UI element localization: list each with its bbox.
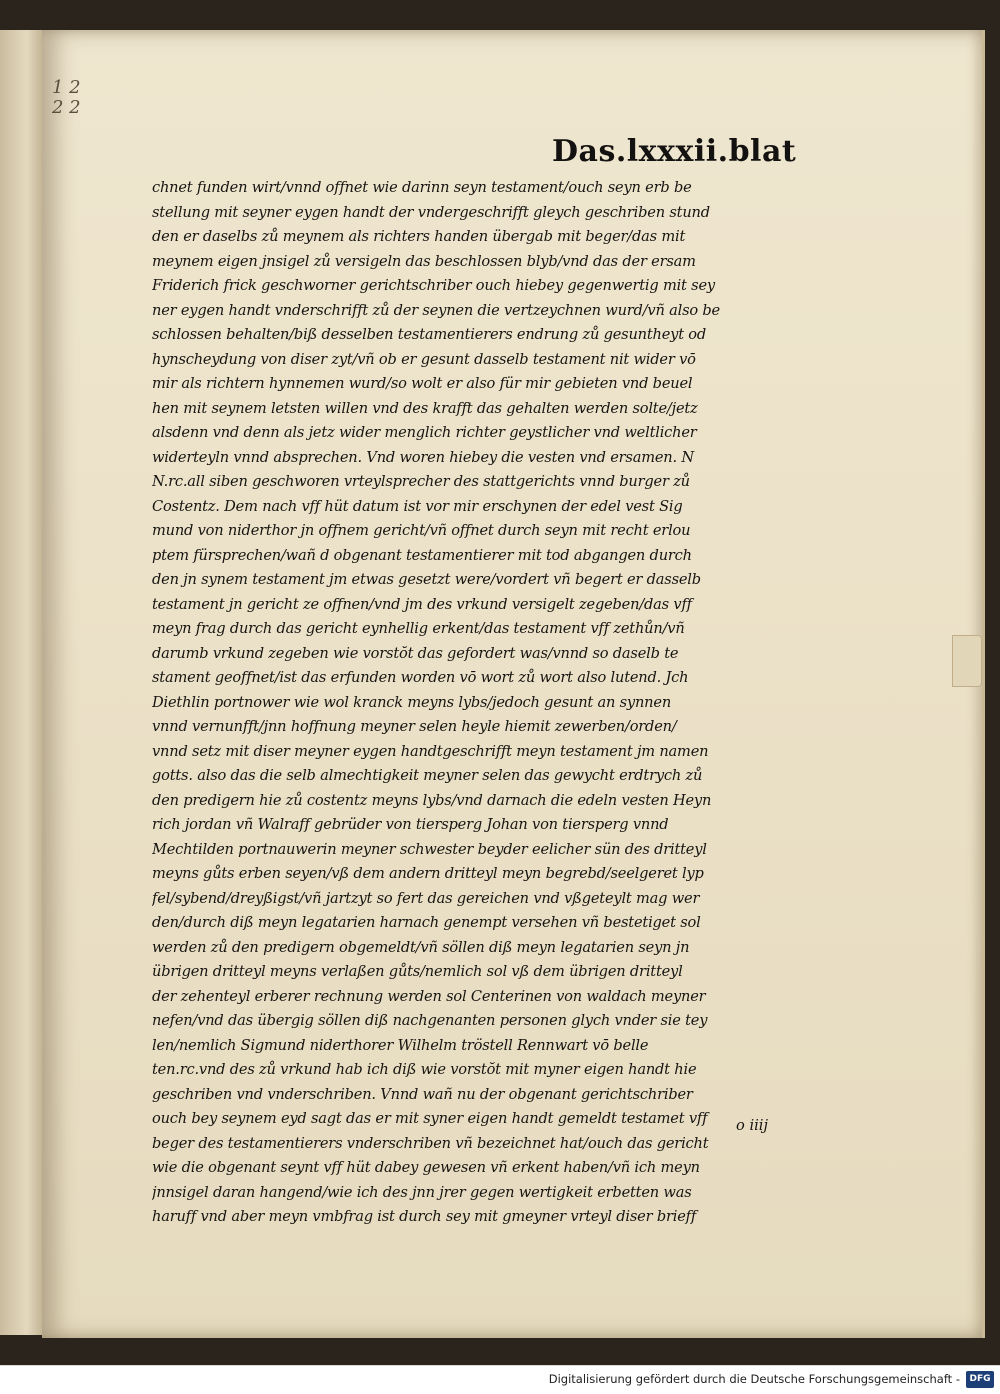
text-line: beger des testamentierers vnderschriben vñ bezeichnet hat/ouch das gericht (152, 1134, 709, 1152)
page-tab-marker (952, 635, 982, 687)
text-line: ten.rc.vnd des zů vrkund hab ich diß wie vorstŏt mit myner eigen handt hie (152, 1061, 697, 1078)
text-line: nefen/vnd das übergig söllen diß nachgenanten personen glych vnder sie tey (152, 1012, 708, 1029)
text-line: fel/sybend/dreyßigst/vñ jartzyt so fert das gereichen vnd vßgeteylt mag wer (152, 889, 700, 907)
text-line: ner eygen handt vnderschrifft zů der seynen die vertzeychnen wurd/vñ also be (152, 301, 720, 319)
text-line: Friderich frick geschworner gerichtschriber ouch hiebey gegenwertig mit sey (152, 277, 715, 294)
text-line: mir als richtern hynnemen wurd/so wolt er also für mir gebieten vnd beuel (152, 375, 693, 392)
text-line: meynem eigen jnsigel zů versigeln das beschlossen blyb/vnd das der ersam (152, 252, 696, 270)
text-line: hynscheydung von diser zyt/vñ ob er gesunt dasselb testament nit wider vō (152, 350, 696, 368)
text-line: len/nemlich Sigmund niderthorer Wilhelm tröstell Rennwart vō belle (152, 1036, 649, 1054)
text-block (152, 176, 764, 1230)
text-line: N.rc.all siben geschworen vrteylsprecher des stattgerichts vnnd burger zů (152, 473, 690, 490)
text-line: gotts. also das die selb almechtigkeit meyner selen das gewycht erdtrych zů (152, 767, 703, 784)
text-line: alsdenn vnd denn als jetz wider menglich richter geystlicher vnd weltlicher (152, 424, 697, 441)
text-line: den jn synem testament jm etwas gesetzt were/vordert vñ begert er dasselb (152, 571, 701, 588)
funding-notice: Digitalisierung gefördert durch die Deutsche Forschungsgemeinschaft - (548, 1372, 960, 1386)
text-line: Diethlin portnower wie wol kranck meyns lybs/jedoch gesunt an synnen (152, 693, 672, 711)
text-line: testament jn gericht ze offnen/vnd jm des vrkund versigelt zegeben/das vff (152, 595, 692, 613)
text-line: darumb vrkund zegeben wie vorstŏt das gefordert was/vnnd so daselb te (152, 644, 679, 662)
text-line: vnnd vernunfft/jnn hoffnung meyner selen heyle hiemit zewerben/orden/ (152, 718, 677, 735)
text-line: meyn frag durch das gericht eynhellig erkent/das testament vff zethůn/vñ (152, 620, 685, 637)
text-line: den/durch diß meyn legatarien harnach genempt versehen vñ bestetiget sol (152, 914, 701, 931)
margin-marks: 1 2 2 2 (52, 77, 81, 118)
text-line: übrigen dritteyl meyns verlaßen gůts/nemlich sol vß dem übrigen dritteyl (152, 963, 683, 980)
text-line: Mechtilden portnauwerin meyner schwester beyder eelicher sün des dritteyl (152, 840, 707, 858)
left-page-edge (0, 30, 48, 1335)
signature-mark: o iiij (736, 1117, 768, 1134)
text-line: chnet funden wirt/vnnd offnet wie darinn seyn testament/ouch seyn erb be (152, 179, 692, 196)
text-line: widerteyln vnnd absprechen. Vnd woren hiebey die vesten vnd ersamen. N (152, 448, 694, 466)
text-line: rich jordan vñ Walraff gebrüder von tiersperg Johan von tiersperg vnnd (152, 816, 669, 833)
text-line: Costentz. Dem nach vff hüt datum ist vor mir erschynen der edel vest Sig (152, 497, 683, 515)
text-line: haruff vnd aber meyn vmbfrag ist durch sey mit gmeyner vrteyl diser brieff (152, 1208, 697, 1225)
text-line: geschriben vnd vnderschriben. Vnnd wañ nu der obgenant gerichtschriber (152, 1085, 693, 1103)
text-line: vnnd setz mit diser meyner eygen handtgeschrifft meyn testament jm namen (152, 742, 709, 760)
text-line: jnnsigel daran hangend/wie ich des jnn jrer gegen wertigkeit erbetten was (152, 1183, 692, 1201)
text-line: den predigern hie zů costentz meyns lybs/vnd darnach die edeln vesten Heyn (152, 791, 712, 809)
text-line: werden zů den predigern obgemeldt/vñ söllen diß meyn legatarien seyn jn (152, 938, 690, 956)
text-line: hen mit seynem letsten willen vnd des krafft das gehalten werden solte/jetz (152, 399, 698, 417)
text-line: ouch bey seynem eyd sagt das er mit syner eigen handt gemeldt testamet vff (152, 1110, 708, 1127)
text-line: wie die obgenant seynt vff hüt dabey gewesen vñ erkent haben/vñ ich meyn (152, 1159, 700, 1176)
folio-header: Das.lxxxii.blat (552, 134, 797, 169)
text-line: ptem fürsprechen/wañ d obgenant testamentierer mit tod abgangen durch (152, 546, 692, 564)
text-line: meyns gůts erben seyen/vß dem andern dritteyl meyn begrebd/seelgeret lyp (152, 865, 704, 882)
footer-bar (0, 1365, 1000, 1394)
text-line: der zehenteyl erberer rechnung werden sol Centerinen von waldach meyner (152, 987, 706, 1005)
text-line: mund von niderthor jn offnem gericht/vñ offnet durch seyn mit recht erlou (152, 522, 691, 539)
text-line: den er daselbs zů meynem als richters handen übergab mit beger/das mit (152, 228, 686, 245)
dfg-logo-icon: DFG (966, 1371, 994, 1388)
text-line: stament geoffnet/ist das erfunden worden vō wort zů wort also lutend. Jch (152, 669, 689, 686)
text-line: schlossen behalten/biß desselben testamentierers endrung zů gesuntheyt od (152, 326, 707, 343)
text-line: stellung mit seyner eygen handt der vndergeschrifft gleych geschriben stund (152, 203, 710, 221)
